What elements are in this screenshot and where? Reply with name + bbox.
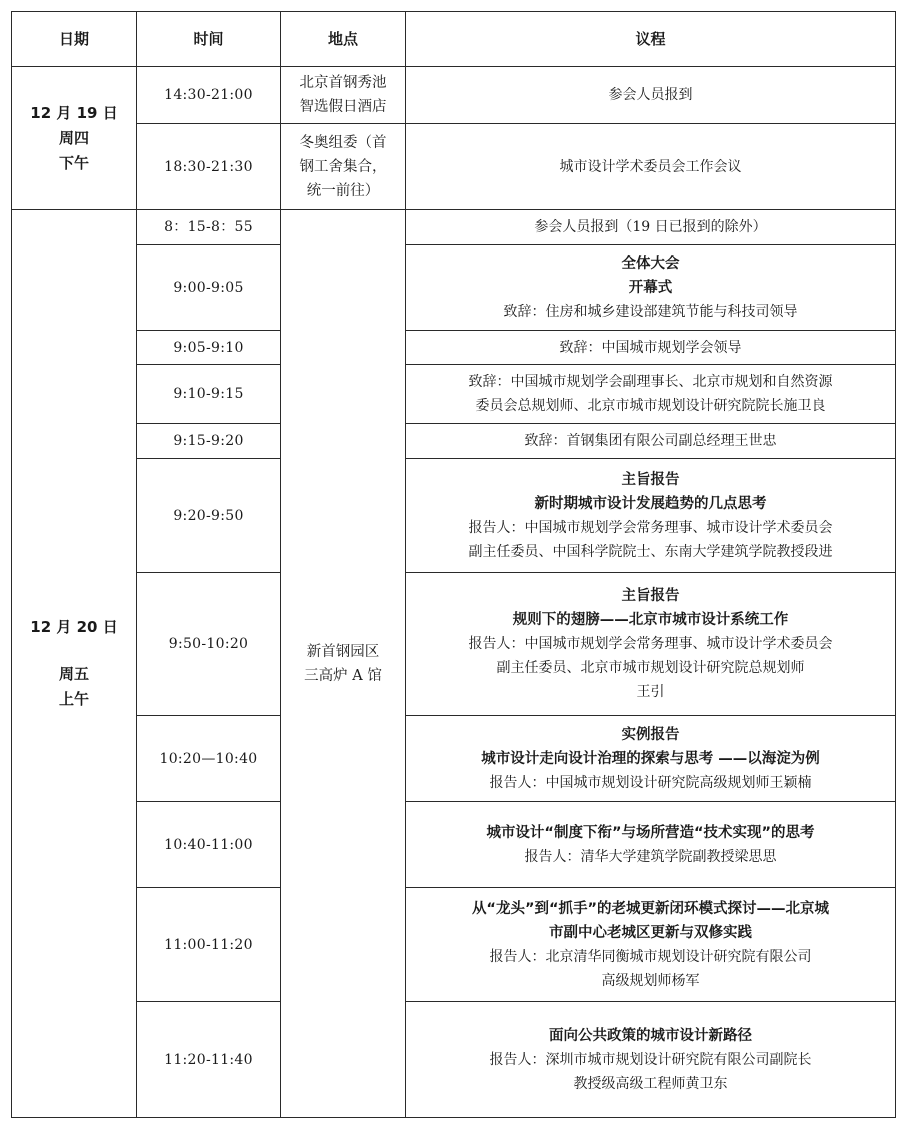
speaker-line: 副主任委员、北京市城市规划设计研究院总规划师 <box>496 660 805 676</box>
day2-period: 上午 <box>58 690 89 708</box>
session-subtitle: 规则下的翅膀——北京市城市设计系统工作 <box>512 612 789 628</box>
speaker-line: 高级规划师杨军 <box>601 972 700 989</box>
table-row <box>12 802 896 888</box>
time-cell: 18:30-21:30 <box>137 124 281 210</box>
speaker-line: 报告人：中国城市规划学会常务理事、城市设计学术委员会 <box>468 519 833 536</box>
header-time: 时间 <box>137 12 281 67</box>
speaker-line: 报告人：北京清华同衡城市规划设计研究院有限公司 <box>489 948 812 965</box>
agenda-cell <box>406 573 896 716</box>
session-subtitle: 市副中心老城区更新与双修实践 <box>549 924 752 941</box>
speaker-line: 教授级高级工程师黄卫东 <box>573 1075 728 1092</box>
day1-weekday: 周四 <box>58 128 89 147</box>
header-row <box>12 12 896 67</box>
table-row <box>12 124 896 210</box>
agenda-cell <box>406 716 896 802</box>
time-cell: 8：15-8：55 <box>137 210 281 245</box>
table-row <box>12 331 896 365</box>
day2-date: 12 月 20 日 <box>30 618 118 636</box>
time-cell: 9:10-9:15 <box>137 365 281 424</box>
speaker-line: 报告人：中国城市规划设计研究院高级规划师王颖楠 <box>489 774 812 791</box>
table-row <box>12 67 896 124</box>
place-line: 钢工舍集合， <box>299 158 387 175</box>
day2-place-cell <box>281 210 406 1118</box>
time-cell: 11:00-11:20 <box>137 888 281 1002</box>
agenda-cell: 参会人员报到 <box>406 67 896 124</box>
session-title: 主旨报告 <box>621 471 680 488</box>
header-date: 日期 <box>12 12 137 67</box>
table-row <box>12 888 896 1002</box>
speaker-line: 报告人：深圳市城市规划设计研究院有限公司副院长 <box>489 1051 812 1068</box>
day1-date: 12 月 19 日 <box>30 103 118 122</box>
day2-date-cell <box>12 210 137 1118</box>
session-title: 面向公共政策的城市设计新路径 <box>549 1027 752 1044</box>
session-title: 城市设计“制度下衔”与场所营造“技术实现”的思考 <box>486 824 815 841</box>
agenda-cell <box>406 802 896 888</box>
agenda-cell <box>406 459 896 573</box>
session-title: 从“龙头”到“抓手”的老城更新闭环模式探讨——北京城 <box>471 900 830 917</box>
speaker-line: 副主任委员、中国科学院院士、东南大学建筑学院教授段进 <box>468 543 833 560</box>
agenda-cell <box>406 245 896 331</box>
agenda-table <box>11 11 896 1118</box>
table-row <box>12 573 896 716</box>
session-subtitle: 开幕式 <box>628 279 673 296</box>
speaker-line: 致辞：中国城市规划学会副理事长、北京市规划和自然资源 <box>468 374 833 390</box>
place-line: 新首钢园区 <box>306 643 380 660</box>
table-row <box>12 424 896 459</box>
day1-period: 下午 <box>58 153 89 172</box>
speaker-line: 报告人：中国城市规划学会常务理事、城市设计学术委员会 <box>468 636 833 652</box>
session-subtitle: 城市设计走向设计治理的探索与思考 ——以海淀为例 <box>481 750 820 767</box>
time-cell: 9:15-9:20 <box>137 424 281 459</box>
day1-date-cell <box>12 67 137 210</box>
place-line: 三高炉 A 馆 <box>304 667 382 684</box>
place-line: 北京首钢秀池 <box>299 75 387 91</box>
time-cell: 9:50-10:20 <box>137 573 281 716</box>
table-row <box>12 459 896 573</box>
agenda-cell: 城市设计学术委员会工作会议 <box>406 124 896 210</box>
session-subtitle: 新时期城市设计发展趋势的几点思考 <box>534 495 767 512</box>
table-row <box>12 245 896 331</box>
header-place: 地点 <box>281 12 406 67</box>
speaker-line: 王引 <box>636 684 665 700</box>
time-cell: 10:40-11:00 <box>137 802 281 888</box>
session-title: 主旨报告 <box>621 588 680 604</box>
table-row <box>12 210 896 245</box>
time-cell: 10:20—10:40 <box>137 716 281 802</box>
place-cell <box>281 124 406 210</box>
agenda-cell: 致辞：中国城市规划学会领导 <box>406 331 896 365</box>
place-line: 冬奥组委（首 <box>299 134 387 151</box>
time-cell: 14:30-21:00 <box>137 67 281 124</box>
speaker-line: 报告人：清华大学建筑学院副教授梁思思 <box>524 848 777 865</box>
table-row <box>12 365 896 424</box>
place-cell <box>281 67 406 124</box>
time-cell: 11:20-11:40 <box>137 1002 281 1118</box>
place-line: 统一前往） <box>306 182 380 199</box>
session-title: 实例报告 <box>621 726 680 743</box>
time-cell: 9:05-9:10 <box>137 331 281 365</box>
agenda-cell <box>406 888 896 1002</box>
speaker-line: 致辞：住房和城乡建设部建筑节能与科技司领导 <box>503 303 798 320</box>
place-line: 智选假日酒店 <box>299 99 387 115</box>
time-cell: 9:20-9:50 <box>137 459 281 573</box>
time-cell: 9:00-9:05 <box>137 245 281 331</box>
agenda-cell: 参会人员报到（19 日已报到的除外） <box>406 210 896 245</box>
session-title: 全体大会 <box>621 255 680 272</box>
agenda-cell <box>406 1002 896 1118</box>
speaker-line: 委员会总规划师、北京市城市规划设计研究院院长施卫良 <box>475 398 826 414</box>
agenda-cell <box>406 365 896 424</box>
table-row <box>12 716 896 802</box>
agenda-cell: 致辞：首钢集团有限公司副总经理王世忠 <box>406 424 896 459</box>
header-agenda: 议程 <box>406 12 896 67</box>
day2-weekday: 周五 <box>58 665 89 683</box>
table-row <box>12 1002 896 1118</box>
